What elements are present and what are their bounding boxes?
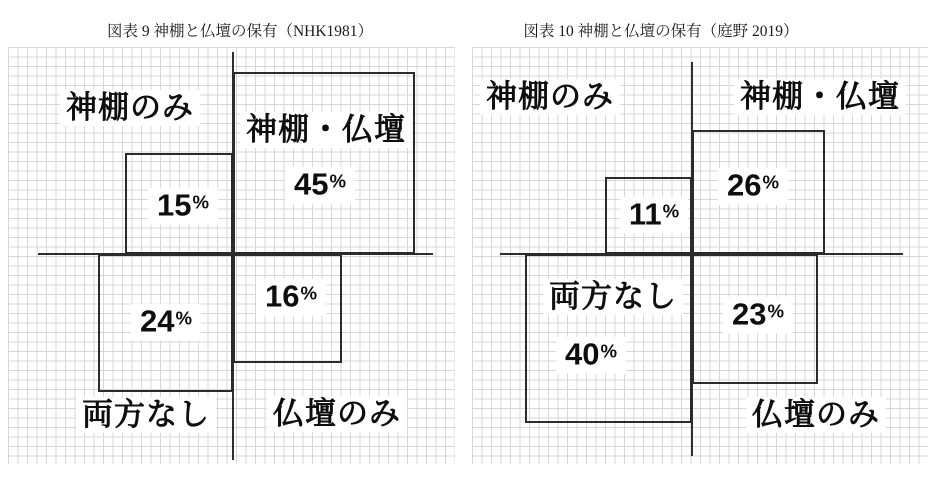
chart-title-left: 図表 9 神棚と仏壇の保有（NHK1981） [106, 23, 374, 40]
quadrant-label-bottom-left: 両方なし [76, 397, 216, 433]
value-label-top-left [148, 188, 218, 225]
percent-sign: % [662, 200, 680, 222]
quadrant-label-bottom-right: 仏壇のみ [267, 396, 407, 432]
value-number: 24 [139, 303, 175, 339]
quadrant-label-top-right: 神棚・仏壇 [734, 79, 906, 115]
chart-title-right: 図表 10 神棚と仏壇の保有（庭野 2019） [523, 23, 799, 40]
quadrant-label-bottom-right: 仏壇のみ [746, 397, 886, 433]
quadrant-label-top-left: 神棚のみ [60, 90, 200, 126]
value-label-bottom-left [131, 304, 201, 341]
percent-sign: % [300, 282, 318, 304]
value-label-top-right [285, 167, 355, 204]
quadrant-label-bottom-left: 両方なし [543, 279, 683, 315]
percent-sign: % [175, 307, 193, 329]
value-number: 15 [156, 187, 192, 223]
square-top-right [233, 72, 415, 254]
value-label-bottom-right [723, 297, 793, 334]
value-label-top-right [718, 168, 788, 205]
value-number: 45 [293, 166, 329, 202]
graph-paper-right [472, 47, 928, 464]
percent-sign: % [329, 170, 347, 192]
value-number: 23 [731, 296, 767, 332]
percent-sign: % [600, 340, 618, 362]
value-number: 11 [628, 196, 662, 232]
graph-paper-left [8, 47, 455, 464]
value-label-bottom-left [556, 337, 626, 374]
percent-sign: % [762, 171, 780, 193]
value-label-bottom-right [256, 279, 326, 316]
percent-sign: % [192, 191, 210, 213]
value-number: 16 [264, 278, 300, 314]
quadrant-label-top-right: 神棚・仏壇 [240, 112, 412, 148]
quadrant-label-top-left: 神棚のみ [480, 79, 620, 115]
percent-sign: % [767, 300, 785, 322]
value-number: 26 [726, 167, 762, 203]
value-label-top-left [620, 197, 688, 234]
value-number: 40 [564, 336, 600, 372]
